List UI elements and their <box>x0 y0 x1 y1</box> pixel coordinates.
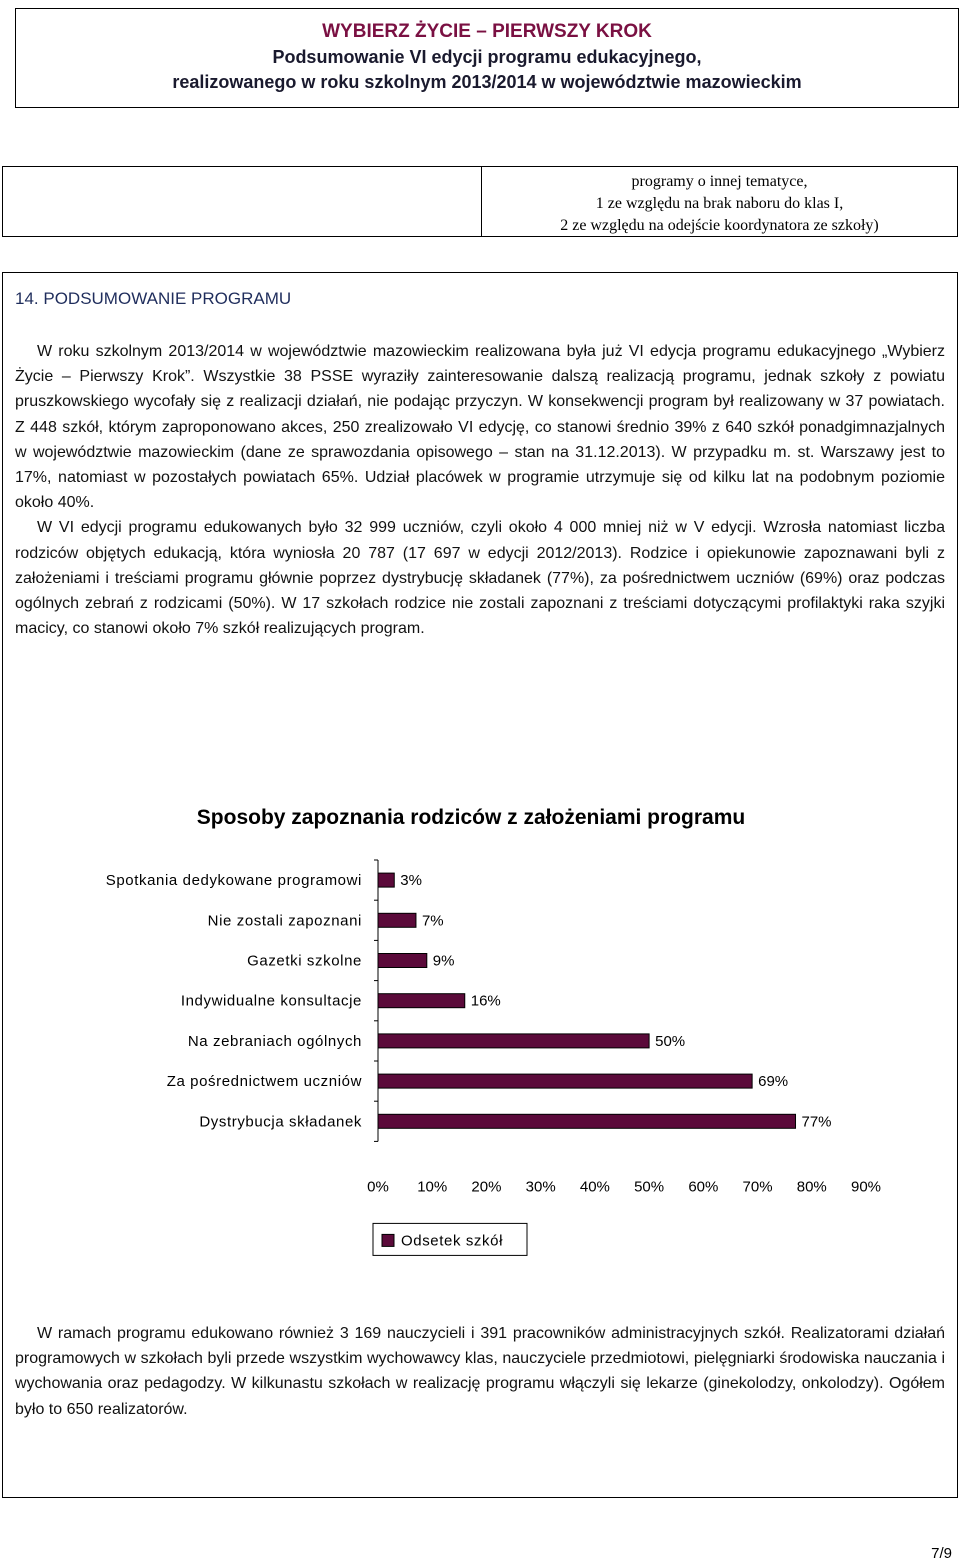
x-tick-label: 30% <box>525 1178 556 1196</box>
x-tick-label: 0% <box>367 1178 389 1196</box>
legend-swatch <box>382 1234 394 1246</box>
paragraph: W VI edycji programu edukowanych było 32 999 uczniów, czyli około 4 000 mniej niż w V edycji. Wzrosła natomiast liczba rodziców objętych edukacją, która wyniosła 20 787 (17 697 w edycji 2012/2013). Rodzice i opiekunowie zapoznawani byli z założeniami i treściami programu głównie poprzez dystrybucję składanek (77%), za pośrednictwem uczniów (69%) oraz podczas ogólnych zebrań z rodzicami (50%). W 17 szkołach rodzice nie zostali zapoznani z treściami dotyczącymi profilaktyki raka szyjki macicy, co stanowi około 7% szkół realizujących program. <box>15 519 945 638</box>
header-subtitle-line2: realizowanego w roku szkolnym 2013/2014 w województwie mazowieckim <box>172 72 802 92</box>
x-tick-label: 80% <box>796 1178 827 1196</box>
x-tick-label: 10% <box>417 1178 448 1196</box>
table-cell-line: programy o innej tematyce, <box>631 173 808 190</box>
category-label: Na zebraniach ogólnych <box>187 1032 362 1050</box>
section-title: 14. PODSUMOWANIE PROGRAMU <box>15 289 292 308</box>
chart-container <box>0 790 960 1260</box>
bar-chart <box>0 790 960 1260</box>
bar <box>378 1114 796 1128</box>
category-label: Spotkania dedykowane programowi <box>105 872 362 890</box>
bar <box>378 994 465 1008</box>
table-cell-line: 1 ze względu na brak naboru do klas I, <box>595 195 844 212</box>
page-number: 7/9 <box>931 1545 952 1562</box>
bar <box>378 954 427 968</box>
data-label: 3% <box>400 872 422 890</box>
x-tick-label: 40% <box>579 1178 610 1196</box>
x-tick-label: 20% <box>471 1178 502 1196</box>
category-label: Indywidualne konsultacje <box>180 992 362 1010</box>
category-label: Nie zostali zapoznani <box>207 912 362 930</box>
x-tick-label: 90% <box>850 1178 882 1196</box>
category-label: Za pośrednictwem uczniów <box>166 1073 362 1091</box>
x-tick-label: 70% <box>742 1178 773 1196</box>
summary-text <box>15 339 945 641</box>
data-label: 7% <box>421 912 444 930</box>
x-tick-label: 50% <box>634 1178 665 1196</box>
table-cell <box>482 171 957 237</box>
paragraph: W roku szkolnym 2013/2014 w województwie mazowieckim realizowana była już VI edycja programu edukacyjnego „Wybierz Życie – Pierwszy Krok”. Wszystkie 38 PSSE wyraziły zainteresowanie dalszą realizacją programu, jednak szkoły z powiatu pruszkowskiego wycofały się z realizacji działań, nie podając przyczyn. W konsekwencji program był realizowany w 37 powiatach. Z 448 szkół, którym zaproponowano akces, 250 zrealizowało VI edycję, co stanowi średnio 39% z 640 szkół ponadgimnazjalnych w województwie mazowieckim (dane ze sprawozdania opisowego – stan na 31.12.2013). W przypadku m. st. Warszawy jest to 17%, natomiast w pozostałych powiatach 65%. Udział placówek w programie utrzymuje się od kilku lat na podobnym poziomie około 40%. <box>15 343 945 512</box>
header-title: WYBIERZ ŻYCIE – PIERWSZY KROK <box>322 21 652 42</box>
paragraph: W ramach programu edukowano również 3 169 nauczycieli i 391 pracowników administracyjnych szkół. Realizatorami działań programowych w szkołach byli przede wszystkim wychowawcy klas, nauczyciele przedmiotowi, pielęgniarki środowiska nauczania i wychowania oraz pedagodzy. W kilkunastu szkołach w realizację programu włączyli się lekarze (ginekolodzy, onkolodzy). Ogółem było to 650 realizatorów. <box>15 1325 945 1418</box>
closing-text <box>15 1321 945 1422</box>
x-tick-label: 60% <box>688 1178 719 1196</box>
bar <box>378 1034 649 1048</box>
legend-label: Odsetek szkół <box>401 1232 504 1250</box>
bar <box>378 913 416 927</box>
bar <box>378 1074 752 1088</box>
chart-title: Sposoby zapoznania rodziców z założeniami programu <box>196 806 746 829</box>
table-fragment <box>2 166 958 237</box>
data-label: 9% <box>432 952 455 970</box>
data-label: 50% <box>655 1032 686 1050</box>
data-label: 69% <box>758 1073 789 1091</box>
category-label: Dystrybucja składanek <box>199 1113 362 1131</box>
bar <box>378 873 394 887</box>
data-label: 77% <box>801 1113 832 1131</box>
header-subtitle-line1: Podsumowanie VI edycji programu edukacyjnego, <box>272 47 702 67</box>
category-label: Gazetki szkolne <box>247 952 362 970</box>
table-cell-line: 2 ze względu na odejście koordynatora ze szkoły) <box>560 217 879 234</box>
document-header <box>15 8 959 108</box>
data-label: 16% <box>470 992 501 1010</box>
